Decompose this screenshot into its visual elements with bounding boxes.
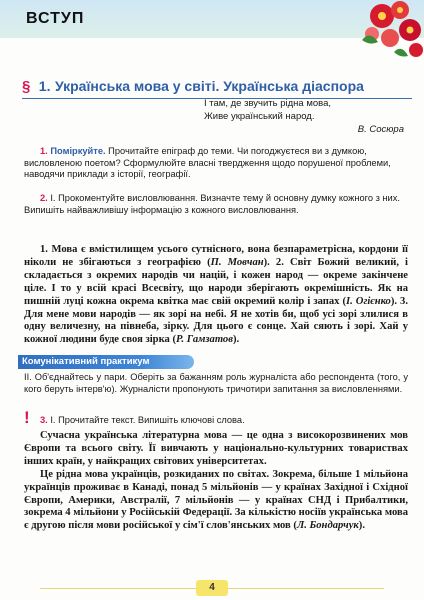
task-lead: Поміркуйте.: [50, 146, 106, 156]
quote-text: ).: [232, 334, 240, 346]
quote-author: І. Огієнко: [346, 295, 391, 307]
section-title: Українська мова у світі. Українська діаспора: [54, 78, 364, 94]
reading-text: [24, 430, 408, 533]
paragraph: [24, 469, 408, 534]
epigraph: [204, 98, 404, 137]
epigraph-line: І там, де звучить рідна мова,: [204, 98, 332, 109]
quote-text: 1. Мова є вмістилищем усього сутнісного, вона безпараметрісна, кордони її ніколи не збігаються з географією (: [24, 244, 408, 268]
task-number: 2.: [40, 193, 48, 203]
section-mark: §: [22, 78, 31, 95]
quotes-block: [24, 244, 408, 347]
task-number: 1.: [40, 146, 48, 156]
quote-text: ). 3. Для мене мови народів — як зорі на небі. Я не хотів би, щоб усі зорі злилися в одну величезну, на півнеба, зірку. Для цього є сонце. Хай сяють і зорі. Хай у кожної людини буде своя зірка (: [24, 295, 408, 346]
chapter-title: ВСТУП: [26, 10, 85, 27]
paragraph-text: Це рідна мова українців, розкиданих по світах. Зокрема, більше 1 мільйона українців проживає в Канаді, понад 5 мільйонів — у країнах Західної і Східної Європи, Америки, Австралії, 7 мільйонів — у країнах СНД і Прибалтики, зокрема 4 мільйони у Російській Федерації. За кількістю носіїв українська мова є другою після мови російської у сім'ї слов'янських мов (: [24, 468, 408, 532]
paragraph-text: ).: [358, 520, 365, 532]
section-number: 1.: [38, 78, 51, 94]
task-number: 3.: [40, 415, 48, 425]
quote-author: П. Мовчан: [210, 256, 264, 268]
task-1: [24, 146, 408, 181]
paragraph: Сучасна українська літературна мова — це одна з високорозвинених мов Європи та всього світу. Її вивчають у національно-культурних товариствах інших країн, у найкращих світових університетах.: [24, 430, 408, 467]
flower-decoration-icon: [332, 0, 424, 62]
task-text: І. Прокоментуйте висловлювання. Визначте тему й основну думку кожного з них. Випишіть найважливішу інформацію з кожного висловлювання.: [24, 193, 400, 215]
page-number: 4: [196, 580, 228, 596]
section-heading: [22, 78, 412, 99]
task-2: [24, 193, 408, 216]
task-3: [40, 415, 245, 425]
text-author: Л. Бондарчук: [296, 520, 359, 532]
exclamation-icon: !: [24, 408, 30, 427]
epigraph-line: Живе український народ.: [204, 110, 315, 122]
task-text: Прочитайте епіграф до теми. Чи погоджуєтеся ви з думкою, висловленою поетом? Сформулюйте власні твердження щодо порушеної проблеми, наводячи приклади з історії, географії.: [24, 146, 391, 180]
quote-author: Р. Гамзатов: [176, 334, 233, 346]
quote-text: ). 2. Світ Божий великий, і складається з окремих народів чи націй, і кожен народ — окреме закінчене ціле. І то у всій красі Всесвіту, що народи зберігають окремішність. Як на пишній луці кожна окрема квітка має свій окремий колір і запах (: [24, 256, 409, 307]
epigraph-author: В. Сосюра: [357, 124, 404, 135]
practicum-banner: Комунікативний практикум: [18, 355, 194, 369]
task-text: І. Прочитайте текст. Випишіть ключові слова.: [47, 415, 245, 425]
pair-task: ІІ. Об'єднайтесь у пари. Оберіть за бажанням роль журналіста або респондента (того, у кого беруть інтерв'ю). Журналісти пропонують тричотири запитання за висловленнями.: [24, 372, 408, 394]
